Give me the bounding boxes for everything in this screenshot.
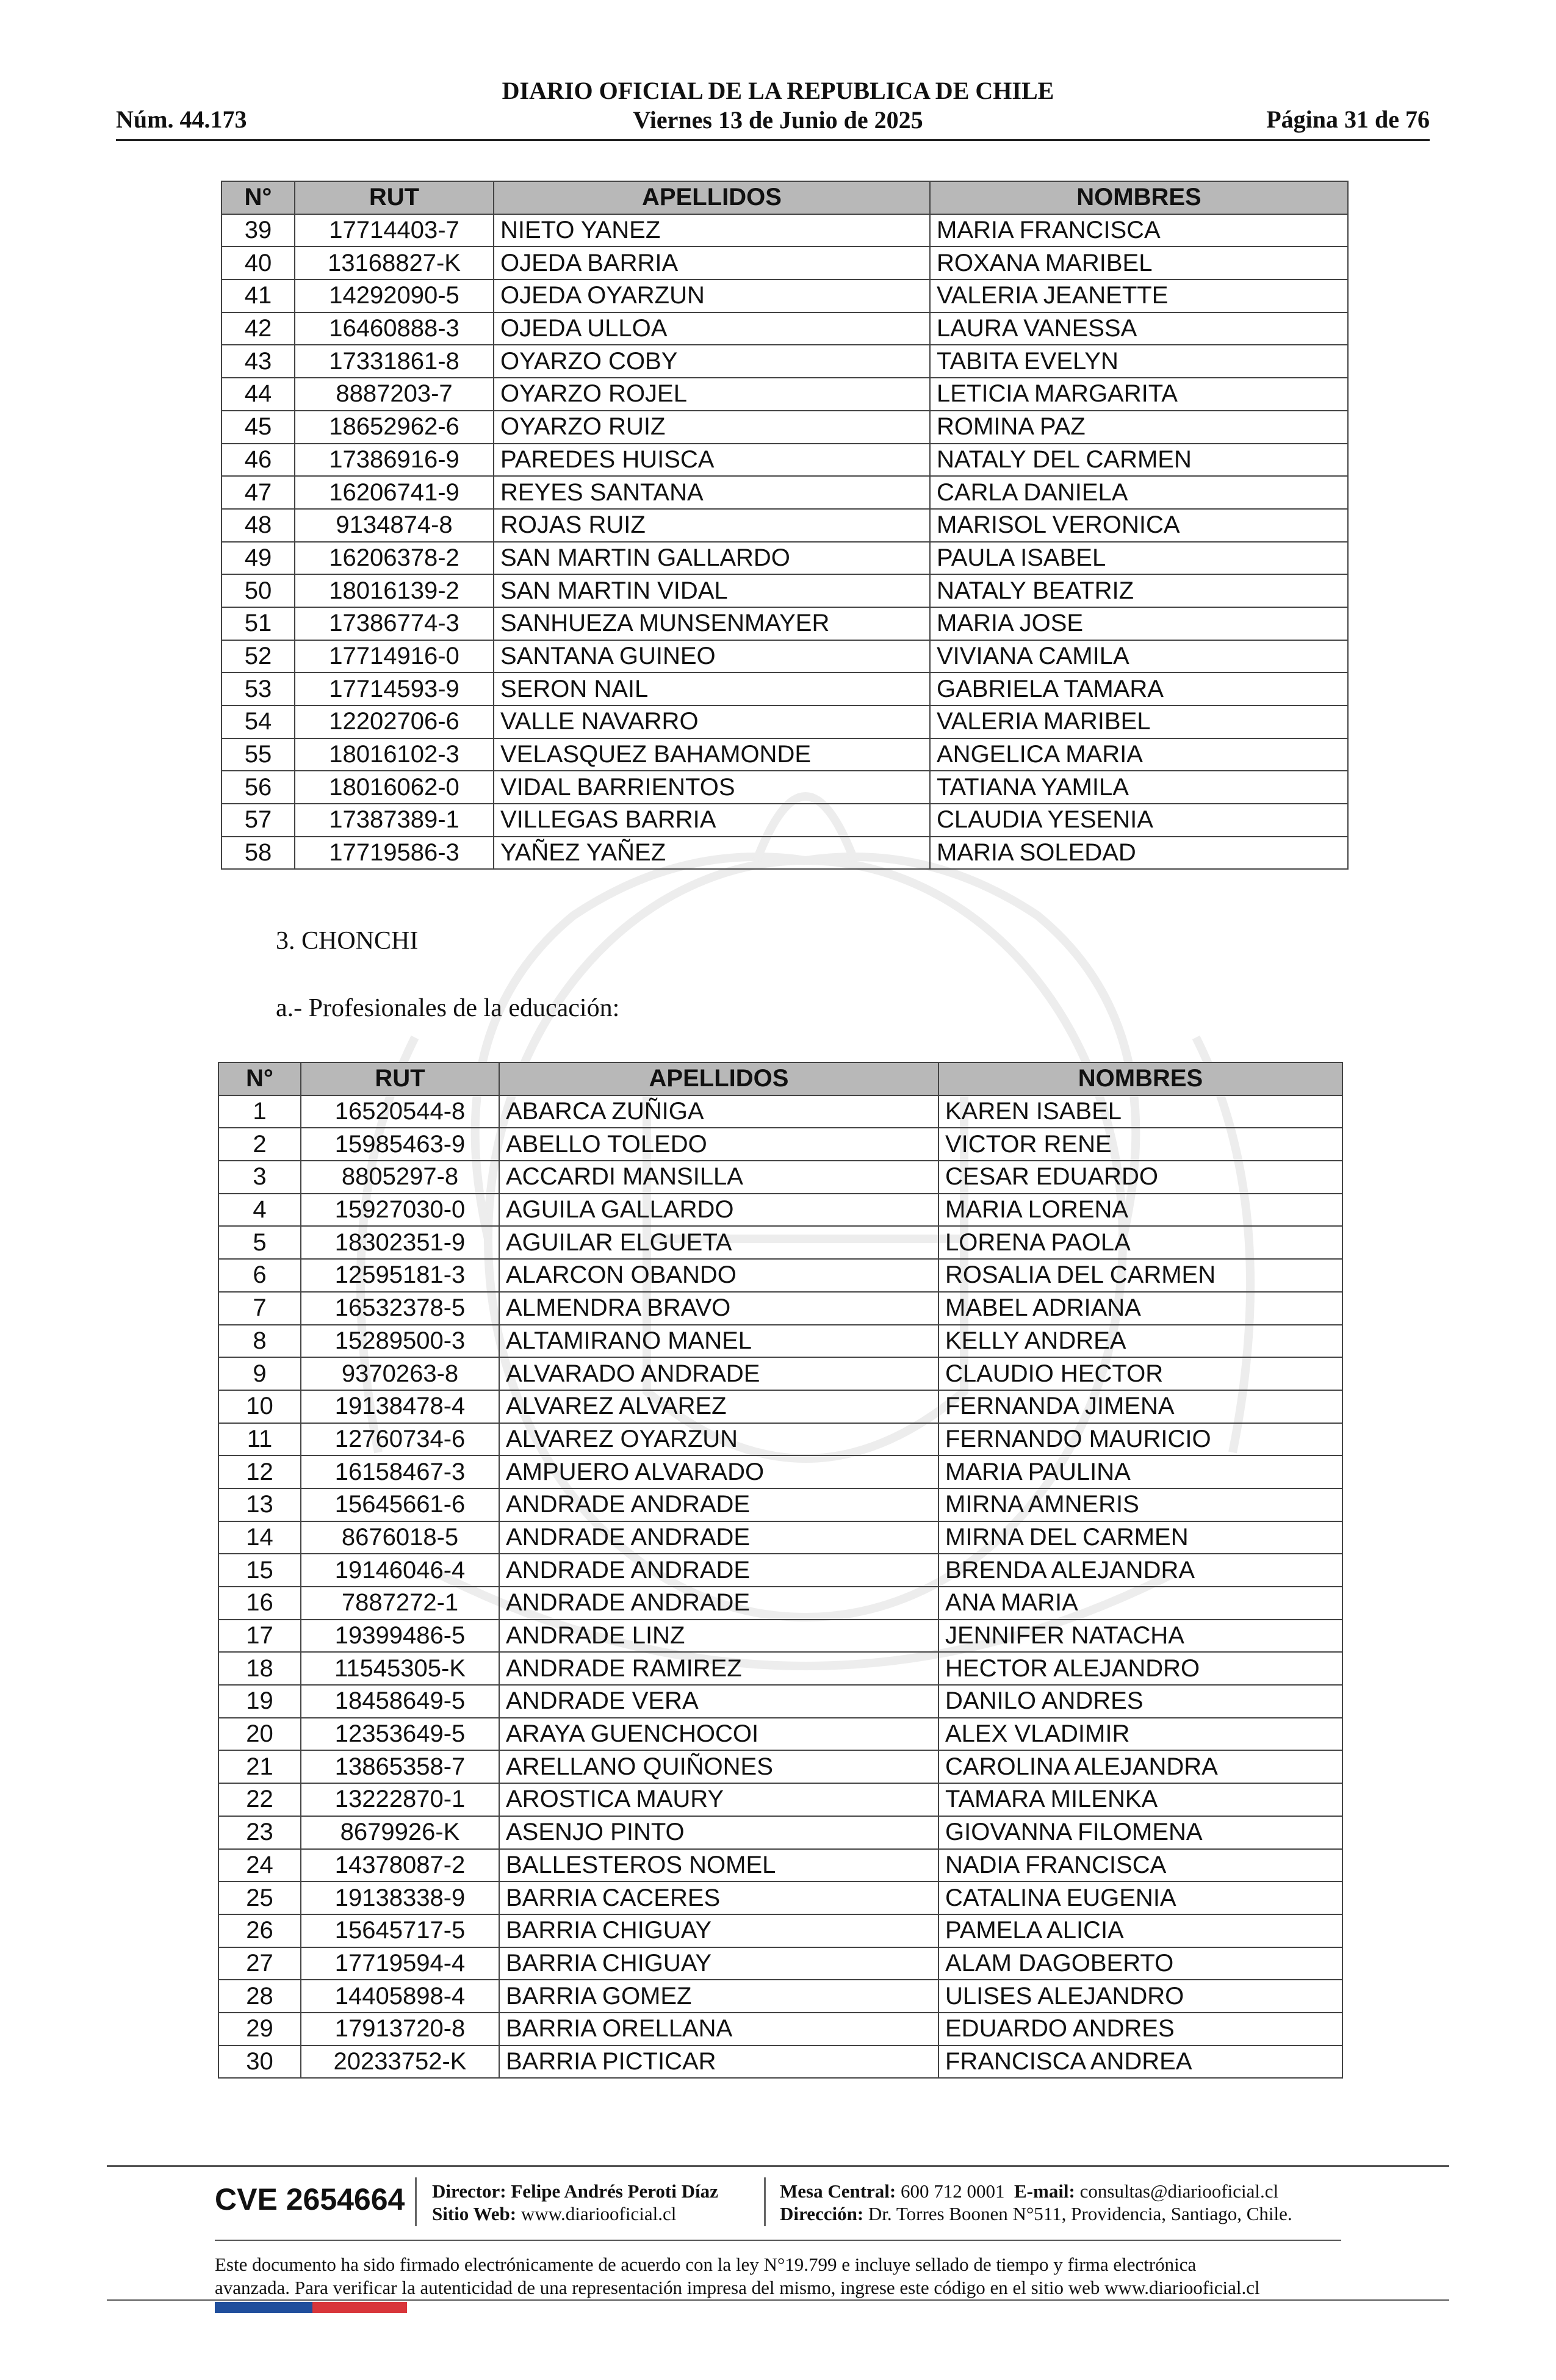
cell-rut: 17331861-8 xyxy=(295,345,494,378)
table-row xyxy=(218,1849,1342,1882)
cell-number: 18 xyxy=(218,1652,301,1685)
cell-rut: 15645661-6 xyxy=(301,1488,499,1521)
table-row xyxy=(218,1259,1342,1292)
cell-number: 27 xyxy=(218,1947,301,1980)
table-row xyxy=(218,1357,1342,1390)
cell-number: 8 xyxy=(218,1325,301,1358)
table-body xyxy=(218,1095,1342,2079)
cell-names: FERNANDA JIMENA xyxy=(938,1390,1342,1423)
cell-rut: 13168827-K xyxy=(295,247,494,279)
cell-rut: 8887203-7 xyxy=(295,378,494,411)
table-header-row xyxy=(222,181,1348,214)
cell-surnames: OYARZO ROJEL xyxy=(494,378,930,411)
table-row xyxy=(222,214,1348,247)
cell-number: 43 xyxy=(222,345,295,378)
table-body xyxy=(222,214,1348,870)
flag-bar-red xyxy=(312,2302,407,2313)
cell-names: MABEL ADRIANA xyxy=(938,1292,1342,1325)
cell-names: FERNANDO MAURICIO xyxy=(938,1423,1342,1456)
cell-rut: 15289500-3 xyxy=(301,1325,499,1358)
cell-surnames: AMPUERO ALVARADO xyxy=(499,1455,938,1488)
cell-rut: 17719586-3 xyxy=(295,837,494,870)
cell-rut: 7887272-1 xyxy=(301,1587,499,1620)
cell-surnames: ALMENDRA BRAVO xyxy=(499,1292,938,1325)
cell-names: FRANCISCA ANDREA xyxy=(938,2046,1342,2079)
chonchi-teachers-table xyxy=(218,1062,1343,2079)
cell-rut: 17714916-0 xyxy=(295,640,494,673)
table-row xyxy=(218,1390,1342,1423)
cell-number: 6 xyxy=(218,1259,301,1292)
cell-names: BRENDA ALEJANDRA xyxy=(938,1554,1342,1587)
cell-names: VALERIA JEANETTE xyxy=(930,279,1348,312)
cell-rut: 9370263-8 xyxy=(301,1357,499,1390)
cell-surnames: ALARCON OBANDO xyxy=(499,1259,938,1292)
cell-surnames: ANDRADE ANDRADE xyxy=(499,1587,938,1620)
table-row xyxy=(218,1980,1342,2013)
cell-surnames: ANDRADE VERA xyxy=(499,1685,938,1718)
cell-rut: 16206741-9 xyxy=(295,476,494,509)
address-label: Dirección: xyxy=(780,2203,864,2224)
cell-surnames: PAREDES HUISCA xyxy=(494,444,930,477)
cell-number: 15 xyxy=(218,1554,301,1587)
cell-names: MARIA LORENA xyxy=(938,1194,1342,1227)
cell-surnames: SAN MARTIN GALLARDO xyxy=(494,542,930,575)
cell-number: 19 xyxy=(218,1685,301,1718)
cell-surnames: AGUILAR ELGUETA xyxy=(499,1226,938,1259)
director-label: Director: xyxy=(432,2180,506,2202)
cell-surnames: BARRIA PICTICAR xyxy=(499,2046,938,2079)
table-row xyxy=(222,804,1348,837)
table-row xyxy=(218,1587,1342,1620)
cell-number: 13 xyxy=(218,1488,301,1521)
table-row xyxy=(218,1718,1342,1751)
cell-surnames: OJEDA OYARZUN xyxy=(494,279,930,312)
cell-rut: 12760734-6 xyxy=(301,1423,499,1456)
cell-number: 7 xyxy=(218,1292,301,1325)
cell-names: KELLY ANDREA xyxy=(938,1325,1342,1358)
cell-names: CLAUDIA YESENIA xyxy=(930,804,1348,837)
col-header-names: NOMBRES xyxy=(930,181,1348,214)
col-header-names: NOMBRES xyxy=(938,1062,1342,1095)
subsection-heading: a.- Profesionales de la educación: xyxy=(276,994,620,1022)
table-row xyxy=(218,1947,1342,1980)
cell-surnames: ABELLO TOLEDO xyxy=(499,1128,938,1161)
cell-surnames: ROJAS RUIZ xyxy=(494,509,930,542)
cell-rut: 17913720-8 xyxy=(301,2013,499,2046)
cell-rut: 16158467-3 xyxy=(301,1455,499,1488)
cell-names: JENNIFER NATACHA xyxy=(938,1620,1342,1653)
cell-number: 24 xyxy=(218,1849,301,1882)
cell-rut: 11545305-K xyxy=(301,1652,499,1685)
table-row xyxy=(218,1783,1342,1816)
cell-rut: 17386774-3 xyxy=(295,607,494,640)
cell-rut: 18652962-6 xyxy=(295,411,494,444)
cell-rut: 8679926-K xyxy=(301,1816,499,1849)
cell-rut: 19138338-9 xyxy=(301,1881,499,1914)
cell-surnames: OYARZO COBY xyxy=(494,345,930,378)
table-row xyxy=(222,312,1348,345)
cell-number: 20 xyxy=(218,1718,301,1751)
col-header-surnames: APELLIDOS xyxy=(494,181,930,214)
cell-surnames: BARRIA CHIGUAY xyxy=(499,1947,938,1980)
cell-surnames: SANHUEZA MUNSENMAYER xyxy=(494,607,930,640)
address-value: Dr. Torres Boonen N°511, Providencia, Santiago, Chile. xyxy=(868,2203,1292,2224)
cell-names: NATALY DEL CARMEN xyxy=(930,444,1348,477)
table-row xyxy=(222,247,1348,279)
table-row xyxy=(218,1455,1342,1488)
issue-number: Núm. 44.173 xyxy=(116,106,247,133)
cell-names: VALERIA MARIBEL xyxy=(930,705,1348,738)
cell-number: 10 xyxy=(218,1390,301,1423)
cell-surnames: ARELLANO QUIÑONES xyxy=(499,1750,938,1783)
table-row xyxy=(218,1750,1342,1783)
cell-number: 3 xyxy=(218,1161,301,1194)
table-row xyxy=(222,574,1348,607)
cell-rut: 16460888-3 xyxy=(295,312,494,345)
cell-rut: 16206378-2 xyxy=(295,542,494,575)
cell-names: MARIA SOLEDAD xyxy=(930,837,1348,870)
flag-bar-blue xyxy=(215,2302,312,2313)
cell-number: 56 xyxy=(222,771,295,804)
site-link[interactable]: www.diariooficial.cl xyxy=(520,2203,677,2224)
cell-names: TAMARA MILENKA xyxy=(938,1783,1342,1816)
cell-surnames: AGUILA GALLARDO xyxy=(499,1194,938,1227)
cell-names: TABITA EVELYN xyxy=(930,345,1348,378)
cell-names: PAMELA ALICIA xyxy=(938,1914,1342,1947)
cell-number: 51 xyxy=(222,607,295,640)
cell-surnames: VELASQUEZ BAHAMONDE xyxy=(494,738,930,771)
cell-number: 22 xyxy=(218,1783,301,1816)
cell-rut: 13222870-1 xyxy=(301,1783,499,1816)
cell-number: 5 xyxy=(218,1226,301,1259)
cell-names: ANA MARIA xyxy=(938,1587,1342,1620)
cell-surnames: VILLEGAS BARRIA xyxy=(494,804,930,837)
footer-top-rule xyxy=(107,2165,1449,2167)
cell-names: PAULA ISABEL xyxy=(930,542,1348,575)
cell-number: 44 xyxy=(222,378,295,411)
table-row xyxy=(218,1226,1342,1259)
cell-number: 53 xyxy=(222,673,295,705)
site-label: Sitio Web: xyxy=(432,2203,517,2224)
cell-names: VIVIANA CAMILA xyxy=(930,640,1348,673)
cell-surnames: BARRIA ORELLANA xyxy=(499,2013,938,2046)
table-row xyxy=(222,705,1348,738)
table-row xyxy=(222,542,1348,575)
cell-surnames: ASENJO PINTO xyxy=(499,1816,938,1849)
cell-number: 58 xyxy=(222,837,295,870)
cell-number: 9 xyxy=(218,1357,301,1390)
cell-surnames: BARRIA CHIGUAY xyxy=(499,1914,938,1947)
cell-names: CLAUDIO HECTOR xyxy=(938,1357,1342,1390)
table-row xyxy=(218,1095,1342,1128)
cell-rut: 8805297-8 xyxy=(301,1161,499,1194)
table-row xyxy=(218,1685,1342,1718)
cell-rut: 17386916-9 xyxy=(295,444,494,477)
cell-number: 39 xyxy=(222,214,295,247)
cell-names: MIRNA DEL CARMEN xyxy=(938,1521,1342,1554)
cell-names: LETICIA MARGARITA xyxy=(930,378,1348,411)
cell-rut: 17387389-1 xyxy=(295,804,494,837)
cell-names: NATALY BEATRIZ xyxy=(930,574,1348,607)
table-row xyxy=(218,1620,1342,1653)
cell-number: 23 xyxy=(218,1816,301,1849)
legal-line-2: avanzada. Para verificar la autenticidad de una representación impresa del mismo, ingrese este código en el sitio web www.diariooficial.cl xyxy=(215,2277,1260,2298)
cell-names: CAROLINA ALEJANDRA xyxy=(938,1750,1342,1783)
cell-rut: 8676018-5 xyxy=(301,1521,499,1554)
cell-number: 16 xyxy=(218,1587,301,1620)
cell-number: 17 xyxy=(218,1620,301,1653)
cell-rut: 17714403-7 xyxy=(295,214,494,247)
cell-rut: 19399486-5 xyxy=(301,1620,499,1653)
table-row xyxy=(222,279,1348,312)
header-divider xyxy=(116,139,1430,141)
cell-number: 1 xyxy=(218,1095,301,1128)
cell-number: 12 xyxy=(218,1455,301,1488)
cell-rut: 13865358-7 xyxy=(301,1750,499,1783)
cell-number: 21 xyxy=(218,1750,301,1783)
section-heading-chonchi: 3. CHONCHI xyxy=(276,927,419,955)
table-row xyxy=(222,444,1348,477)
table-row xyxy=(222,509,1348,542)
cell-rut: 18458649-5 xyxy=(301,1685,499,1718)
cell-surnames: ANDRADE RAMIREZ xyxy=(499,1652,938,1685)
cell-names: ROXANA MARIBEL xyxy=(930,247,1348,279)
table-row xyxy=(218,1194,1342,1227)
cell-surnames: ACCARDI MANSILLA xyxy=(499,1161,938,1194)
cell-number: 47 xyxy=(222,476,295,509)
cell-number: 55 xyxy=(222,738,295,771)
cell-number: 2 xyxy=(218,1128,301,1161)
cell-names: NADIA FRANCISCA xyxy=(938,1849,1342,1882)
table-row xyxy=(218,1521,1342,1554)
cell-surnames: ANDRADE ANDRADE xyxy=(499,1488,938,1521)
cell-names: LORENA PAOLA xyxy=(938,1226,1342,1259)
director-name: Felipe Andrés Peroti Díaz xyxy=(511,2180,718,2202)
cell-rut: 9134874-8 xyxy=(295,509,494,542)
cell-names: KAREN ISABEL xyxy=(938,1095,1342,1128)
page-number: Página 31 de 76 xyxy=(1266,106,1430,133)
cell-number: 30 xyxy=(218,2046,301,2079)
footer-bottom-rule xyxy=(107,2299,1449,2301)
cell-rut: 17714593-9 xyxy=(295,673,494,705)
cell-names: CESAR EDUARDO xyxy=(938,1161,1342,1194)
cell-rut: 18016139-2 xyxy=(295,574,494,607)
teachers-table-continued xyxy=(221,181,1349,870)
cell-number: 40 xyxy=(222,247,295,279)
cell-rut: 14378087-2 xyxy=(301,1849,499,1882)
table-header-row xyxy=(218,1062,1342,1095)
table-row xyxy=(218,1816,1342,1849)
email-label: E-mail: xyxy=(1014,2180,1075,2202)
cell-surnames: ANDRADE LINZ xyxy=(499,1620,938,1653)
cell-surnames: ARAYA GUENCHOCOI xyxy=(499,1718,938,1751)
mesa-phone: 600 712 0001 xyxy=(901,2180,1005,2202)
table-row xyxy=(222,345,1348,378)
cell-number: 52 xyxy=(222,640,295,673)
footer-separator xyxy=(415,2177,417,2226)
footer-mid-rule xyxy=(215,2240,1341,2241)
cell-rut: 12353649-5 xyxy=(301,1718,499,1751)
cell-number: 4 xyxy=(218,1194,301,1227)
cell-rut: 15927030-0 xyxy=(301,1194,499,1227)
table-row xyxy=(222,771,1348,804)
cell-surnames: BARRIA GOMEZ xyxy=(499,1980,938,2013)
cell-number: 25 xyxy=(218,1881,301,1914)
cell-surnames: VIDAL BARRIENTOS xyxy=(494,771,930,804)
cell-surnames: AROSTICA MAURY xyxy=(499,1783,938,1816)
cell-surnames: ALVAREZ OYARZUN xyxy=(499,1423,938,1456)
gazette-title: DIARIO OFICIAL DE LA REPUBLICA DE CHILE xyxy=(502,77,1054,104)
col-header-surnames: APELLIDOS xyxy=(499,1062,938,1095)
cell-number: 45 xyxy=(222,411,295,444)
table-row xyxy=(218,1914,1342,1947)
cell-number: 46 xyxy=(222,444,295,477)
cell-names: ALAM DAGOBERTO xyxy=(938,1947,1342,1980)
cell-rut: 12595181-3 xyxy=(301,1259,499,1292)
cell-rut: 19138478-4 xyxy=(301,1390,499,1423)
mesa-label: Mesa Central: xyxy=(780,2180,896,2202)
cell-number: 28 xyxy=(218,1980,301,2013)
table-row xyxy=(218,2046,1342,2079)
cell-number: 54 xyxy=(222,705,295,738)
cell-rut: 20233752-K xyxy=(301,2046,499,2079)
cell-surnames: SAN MARTIN VIDAL xyxy=(494,574,930,607)
cell-names: TATIANA YAMILA xyxy=(930,771,1348,804)
table-row xyxy=(218,1325,1342,1358)
cell-surnames: ANDRADE ANDRADE xyxy=(499,1521,938,1554)
cell-surnames: OJEDA ULLOA xyxy=(494,312,930,345)
cell-rut: 18016062-0 xyxy=(295,771,494,804)
cell-names: VICTOR RENE xyxy=(938,1128,1342,1161)
cell-surnames: YAÑEZ YAÑEZ xyxy=(494,837,930,870)
cell-names: ANGELICA MARIA xyxy=(930,738,1348,771)
cell-surnames: BARRIA CACERES xyxy=(499,1881,938,1914)
table-row xyxy=(218,1423,1342,1456)
cell-rut: 18302351-9 xyxy=(301,1226,499,1259)
col-header-rut: RUT xyxy=(301,1062,499,1095)
legal-notice xyxy=(215,2253,1374,2299)
cell-names: CARLA DANIELA xyxy=(930,476,1348,509)
cell-names: CATALINA EUGENIA xyxy=(938,1881,1342,1914)
cell-names: GIOVANNA FILOMENA xyxy=(938,1816,1342,1849)
table-row xyxy=(222,476,1348,509)
col-header-number: N° xyxy=(218,1062,301,1095)
cell-number: 49 xyxy=(222,542,295,575)
cell-surnames: ANDRADE ANDRADE xyxy=(499,1554,938,1587)
cell-surnames: SANTANA GUINEO xyxy=(494,640,930,673)
cell-number: 29 xyxy=(218,2013,301,2046)
cell-number: 57 xyxy=(222,804,295,837)
cell-surnames: SERON NAIL xyxy=(494,673,930,705)
col-header-rut: RUT xyxy=(295,181,494,214)
table-row xyxy=(222,837,1348,870)
cell-names: GABRIELA TAMARA xyxy=(930,673,1348,705)
cell-names: ROSALIA DEL CARMEN xyxy=(938,1259,1342,1292)
cell-number: 26 xyxy=(218,1914,301,1947)
cell-names: HECTOR ALEJANDRO xyxy=(938,1652,1342,1685)
cell-rut: 15645717-5 xyxy=(301,1914,499,1947)
cell-names: MARIA JOSE xyxy=(930,607,1348,640)
table-row xyxy=(218,1128,1342,1161)
email-link[interactable]: consultas@diariooficial.cl xyxy=(1079,2180,1279,2202)
table-row xyxy=(222,738,1348,771)
cell-rut: 18016102-3 xyxy=(295,738,494,771)
cell-rut: 14292090-5 xyxy=(295,279,494,312)
cell-names: MARISOL VERONICA xyxy=(930,509,1348,542)
col-header-number: N° xyxy=(222,181,295,214)
cell-number: 42 xyxy=(222,312,295,345)
cell-rut: 17719594-4 xyxy=(301,1947,499,1980)
cell-rut: 14405898-4 xyxy=(301,1980,499,2013)
cell-surnames: REYES SANTANA xyxy=(494,476,930,509)
table-row xyxy=(218,1554,1342,1587)
table-row xyxy=(222,378,1348,411)
cell-rut: 16532378-5 xyxy=(301,1292,499,1325)
cell-surnames: VALLE NAVARRO xyxy=(494,705,930,738)
table-row xyxy=(218,1161,1342,1194)
cell-surnames: ALTAMIRANO MANEL xyxy=(499,1325,938,1358)
cell-rut: 16520544-8 xyxy=(301,1095,499,1128)
cell-names: ULISES ALEJANDRO xyxy=(938,1980,1342,2013)
cell-surnames: ALVARADO ANDRADE xyxy=(499,1357,938,1390)
table-row xyxy=(222,640,1348,673)
footer-separator xyxy=(764,2177,766,2226)
cve-code: CVE 2654664 xyxy=(215,2182,405,2216)
cell-names: ALEX VLADIMIR xyxy=(938,1718,1342,1751)
table-row xyxy=(222,673,1348,705)
footer-director-block xyxy=(432,2180,718,2225)
cell-names: MARIA PAULINA xyxy=(938,1455,1342,1488)
cell-names: DANILO ANDRES xyxy=(938,1685,1342,1718)
table-row xyxy=(222,411,1348,444)
cell-rut: 12202706-6 xyxy=(295,705,494,738)
table-row xyxy=(218,2013,1342,2046)
cell-number: 48 xyxy=(222,509,295,542)
cell-names: MIRNA AMNERIS xyxy=(938,1488,1342,1521)
table-row xyxy=(222,607,1348,640)
cell-surnames: BALLESTEROS NOMEL xyxy=(499,1849,938,1882)
cell-names: EDUARDO ANDRES xyxy=(938,2013,1342,2046)
cell-surnames: OYARZO RUIZ xyxy=(494,411,930,444)
cell-surnames: NIETO YANEZ xyxy=(494,214,930,247)
legal-line-1: Este documento ha sido firmado electrónicamente de acuerdo con la ley N°19.799 e incluye sellado de tiempo y firma electrónica xyxy=(215,2254,1197,2275)
cell-names: MARIA FRANCISCA xyxy=(930,214,1348,247)
footer-contact-block xyxy=(780,2180,1292,2225)
cell-surnames: ALVAREZ ALVAREZ xyxy=(499,1390,938,1423)
cell-rut: 19146046-4 xyxy=(301,1554,499,1587)
cell-rut: 15985463-9 xyxy=(301,1128,499,1161)
cell-names: ROMINA PAZ xyxy=(930,411,1348,444)
table-row xyxy=(218,1881,1342,1914)
issue-date: Viernes 13 de Junio de 2025 xyxy=(633,106,923,134)
cell-number: 50 xyxy=(222,574,295,607)
cell-number: 11 xyxy=(218,1423,301,1456)
table-row xyxy=(218,1652,1342,1685)
table-row xyxy=(218,1488,1342,1521)
table-row xyxy=(218,1292,1342,1325)
cell-number: 14 xyxy=(218,1521,301,1554)
cell-surnames: OJEDA BARRIA xyxy=(494,247,930,279)
cell-number: 41 xyxy=(222,279,295,312)
cell-names: LAURA VANESSA xyxy=(930,312,1348,345)
cell-surnames: ABARCA ZUÑIGA xyxy=(499,1095,938,1128)
